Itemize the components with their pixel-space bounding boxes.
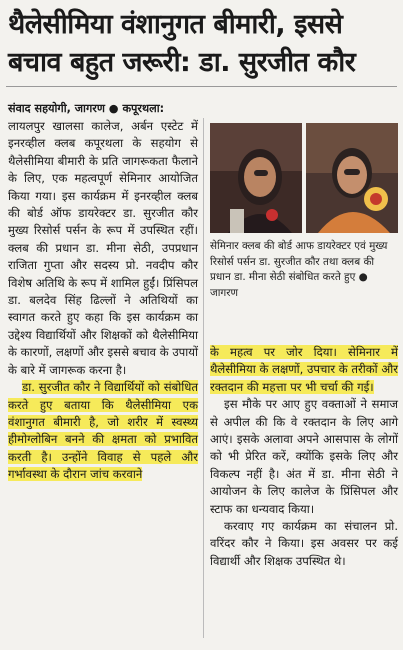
- photo-speaker-2: [306, 123, 398, 233]
- column-divider: [203, 118, 204, 638]
- article-paragraph-3: इस मौके पर आए हुए वक्ताओं ने समाज से अपील की कि वे रक्तदान के लिए आगे आएं। इसके अलावा अपने आसपास के लोगों को भी प्रेरित करें, क्योंकि इसके लिए और विकल्प नहीं है। अंत में डा. मीना सेठी ने आयोजन के लिए कालेज के प्रिंसिपल और स्टाफ का धन्यवाद किया।: [210, 397, 398, 516]
- highlighted-continuation: के महत्व पर जोर दिया। सेमिनार में थैलेसीमिया के लक्षणों, उपचार के तरीकों और रक्तदान की महत्ता पर भी चर्चा की गई।: [210, 345, 398, 394]
- article-paragraph-4: करवाए गए कार्यक्रम का संचालन प्रो. वरिंदर कौर ने किया। इस अवसर पर कई विद्यार्थी और शिक्षक उपस्थित थे।: [210, 519, 398, 568]
- right-column: [210, 344, 398, 570]
- headline-line-1: थैलेसीमिया वंशानुगत बीमारी, इससे: [8, 9, 343, 40]
- headline: [8, 6, 400, 82]
- photo-speaker-1: [210, 123, 302, 233]
- headline-line-2: बचाव बहुत जरूरी: डा. सुरजीत कौर: [8, 47, 356, 78]
- photo-pair: [210, 123, 398, 233]
- headline-rule: [6, 86, 397, 87]
- dateline: संवाद सहयोगी, जागरण ● कपूरथला:: [8, 102, 165, 115]
- highlighted-paragraph-2: डा. सुरजीत कौर ने विद्यार्थियों को संबोधित करते हुए बताया कि थैलेसीमिया एक वंशानुगत बीमारी है, जो शरीर में स्वस्थ्य हीमोग्लोबिन बनने की क्षमता को प्रभावित करती है। उन्होंने विवाह से पहले और गर्भावस्था के दौरान जांच करवाने: [8, 380, 198, 482]
- article-paragraph-1: लायलपुर खालसा कालेज, अर्बन एस्टेट में इनरव्हील क्लब कपूरथला के सहयोग से थैलेसीमिया बीमारी के प्रति जागरूकता फैलाने के लिए, एक महत्वपूर्ण सेमिनार आयोजित किया गया। इस कार्यक्रम में इनरव्हील क्लब की बोर्ड ऑफ डायरेक्टर डा. सुरजीत कौर मुख्य रिसोर्स पर्सन के रूप में उपस्थित रहीं। क्लब की प्रधान डा. मीना सेठी, उपप्रधान राजिता गुप्ता और सदस्य प्रो. नवदीप कौर विशेष अतिथि के रूप में शामिल हुईं। प्रिंसिपल डा. बलदेव सिंह ढिल्लों ने अतिथियों का स्वागत करते हुए कहा कि इस कार्यक्रम का उद्देश्य विद्यार्थियों और शिक्षकों को थैलेसीमिया के कारणों, लक्षणों और इससे बचाव के उपायों के बारे में जागरूक करना है।: [8, 119, 198, 377]
- photo-caption: सेमिनार क्लब की बोर्ड आफ डायरेक्टर एवं मुख्य रिसोर्स पर्सन डा. सुरजीत कौर तथा क्लब की प्रधान डा. मीना सेठी संबोधित करते हुए ● जागरण: [210, 240, 388, 299]
- left-column: [8, 118, 198, 484]
